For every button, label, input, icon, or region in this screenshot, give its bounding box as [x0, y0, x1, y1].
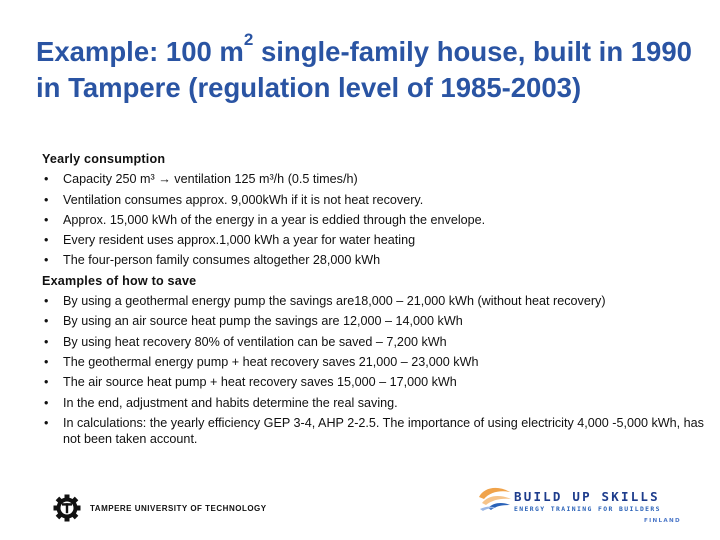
list-item: [42, 230, 714, 250]
bullet: •: [44, 212, 49, 227]
bullet: •: [44, 253, 49, 268]
bullet: •: [44, 294, 49, 309]
swoosh-logo-icon: [476, 483, 516, 515]
list-item: [42, 372, 714, 392]
bullet: •: [44, 395, 49, 410]
gear-logo-icon: [52, 493, 82, 523]
tut-name: TAMPERE UNIVERSITY OF TECHNOLOGY: [90, 503, 267, 513]
list-item-text: Ventilation consumes approx. 9,000kWh if it is not heat recovery.: [63, 192, 424, 207]
slide-body: [42, 149, 714, 447]
title-superscript: 2: [243, 30, 254, 49]
list-item: [42, 311, 714, 331]
list-item-text: Every resident uses approx.1,000 kWh a year for water heating: [63, 233, 416, 248]
list-item: [42, 210, 714, 230]
list-item: [42, 291, 714, 311]
list-item: [42, 332, 714, 352]
list-item: [42, 190, 714, 210]
list-item-text: In calculations: the yearly efficiency GEP 3-4, AHP 2-2.5. The importance of using electricity 4,000 -5,000 kWh, has not been taken account.: [63, 415, 704, 446]
bullet: •: [44, 314, 49, 329]
bullet: •: [44, 334, 49, 349]
list-item: [42, 393, 714, 413]
yearly-consumption-heading: Yearly consumption: [42, 152, 166, 166]
list-item-text: By using a geothermal energy pump the savings are18,000 – 21,000 kWh (without heat recovery): [63, 294, 606, 309]
list-item-text: Approx. 15,000 kWh of the energy in a year is eddied through the envelope.: [63, 212, 486, 227]
savings-heading: Examples of how to save: [42, 273, 197, 288]
bullet: •: [44, 415, 49, 430]
list-item-text: By using heat recovery 80% of ventilation can be saved – 7,200 kWh: [63, 334, 447, 349]
slide-title: Example: 100 $m^2$ single-family house, built in 1990 in Tampere (regulation level of 1985-2003): [36, 30, 692, 103]
bullet: •: [44, 192, 49, 207]
list-item: [42, 352, 714, 372]
list-item-text: In the end, adjustment and habits determine the real saving.: [63, 395, 398, 410]
list-item: [42, 413, 714, 447]
bullet: •: [44, 172, 49, 187]
list-item: [42, 169, 714, 189]
bullet: •: [44, 233, 49, 248]
list-item-text: By using an air source heat pump the savings are 12,000 – 14,000 kWh: [63, 314, 463, 329]
bus-country: FINLAND: [644, 518, 681, 524]
list-item-text: Capacity 250 m³ → ventilation 125 m³/h (0.5 times/h): [63, 172, 358, 187]
bullet: •: [44, 375, 49, 390]
tut-footer-logo: [52, 488, 267, 528]
list-item-text: The air source heat pump + heat recovery saves 15,000 – 17,000 kWh: [63, 375, 457, 390]
bus-title: BUILD UP SKILLS: [514, 489, 660, 504]
list-item-text: The geothermal energy pump + heat recovery saves 21,000 – 23,000 kWh: [63, 354, 479, 369]
list-item: [42, 250, 714, 270]
build-up-skills-logo: [476, 481, 696, 531]
bullet: •: [44, 354, 49, 369]
list-item-text: The four-person family consumes altogether 28,000 kWh: [63, 253, 381, 268]
bus-subtitle: ENERGY TRAINING FOR BUILDERS: [514, 505, 661, 513]
